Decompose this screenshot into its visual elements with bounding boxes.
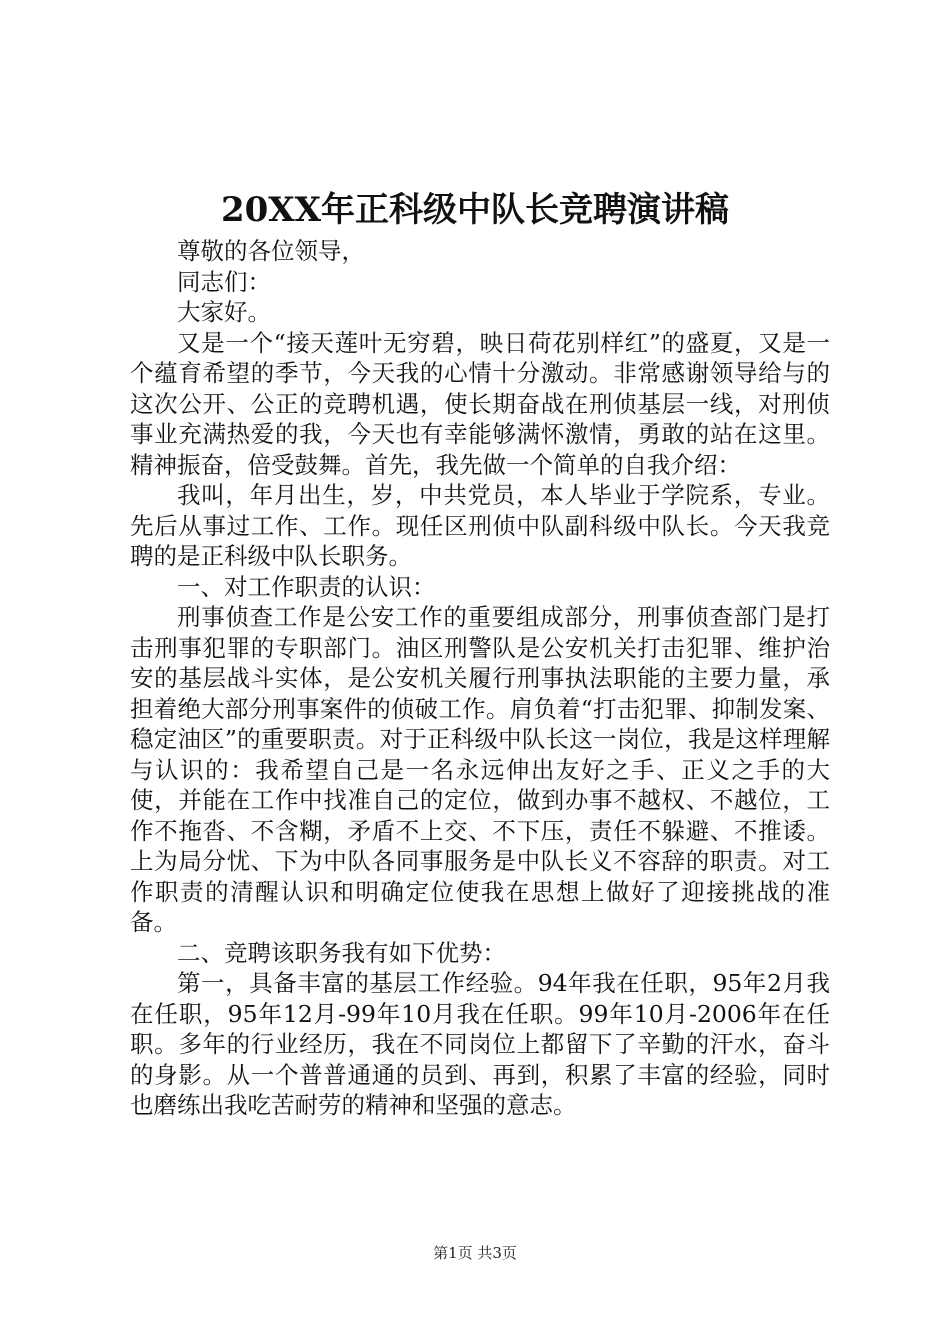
section-heading-duty-understanding: 一、对工作职责的认识： bbox=[177, 572, 436, 601]
page-footer: 第1页 共3页 bbox=[433, 1244, 517, 1262]
paragraph-greeting: 大家好。 bbox=[177, 298, 271, 326]
document-body bbox=[130, 236, 830, 1121]
paragraph-opening: 又是一个“接天莲叶无穷碧，映日荷花别样红”的盛夏，又是一个蕴育希望的季节，今天我的心情十分激动。非常感谢领导给与的这次公开、公正的竞聘机遇，使长期奋战在刑侦基层一线，对刑侦事业充满热爱的我，今天也有幸能够满怀激情，勇敢的站在这里。精神振奋，倍受鼓舞。首先，我先做一个简单的自我介绍： bbox=[130, 328, 830, 479]
document-title: 20XX年正科级中队长竞聘演讲稿 bbox=[220, 190, 730, 230]
paragraph-advantage-experience: 第一，具备丰富的基层工作经验。94年我在任职，95年2月我在任职，95年12月-99年10月我在任职。99年10月-2006年在任职。多年的行业经历，我在不同岗位上都留下了辛勤的汗水，奋斗的身影。从一个普普通通的员到、再到，积累了丰富的经验，同时也磨练出我吃苦耐劳的精神和坚强的意志。 bbox=[130, 969, 830, 1119]
paragraph-salutation-comrades: 同志们： bbox=[177, 267, 271, 296]
paragraph-duty-understanding: 刑事侦查工作是公安工作的重要组成部分，刑事侦查部门是打击刑事犯罪的专职部门。油区刑警队是公安机关打击犯罪、维护治安的基层战斗实体，是公安机关履行刑事执法职能的主要力量，承担着绝大部分刑事案件的侦破工作。肩负着“打击犯罪、抑制发案、稳定油区”的重要职责。对于正科级中队长这一岗位，我是这样理解与认识的：我希望自己是一名永远伸出友好之手、正义之手的大使，并能在工作中找准自己的定位，做到办事不越权、不越位，工作不拖沓、不含糊，矛盾不上交、不下压，责任不躲避、不推诿。上为局分忧、下为中队各同事服务是中队长义不容辞的职责。对工作职责的清醒认识和明确定位使我在思想上做好了迎接挑战的准备。 bbox=[130, 603, 830, 936]
paragraph-self-introduction: 我叫，年月出生，岁，中共党员，本人毕业于学院系，专业。先后从事过工作、工作。现任区刑侦中队副科级中队长。今天我竞聘的是正科级中队长职务。 bbox=[130, 481, 830, 570]
paragraph-salutation-leaders: 尊敬的各位领导， bbox=[177, 237, 365, 265]
section-heading-advantages: 二、竞聘该职务我有如下优势： bbox=[177, 938, 506, 967]
